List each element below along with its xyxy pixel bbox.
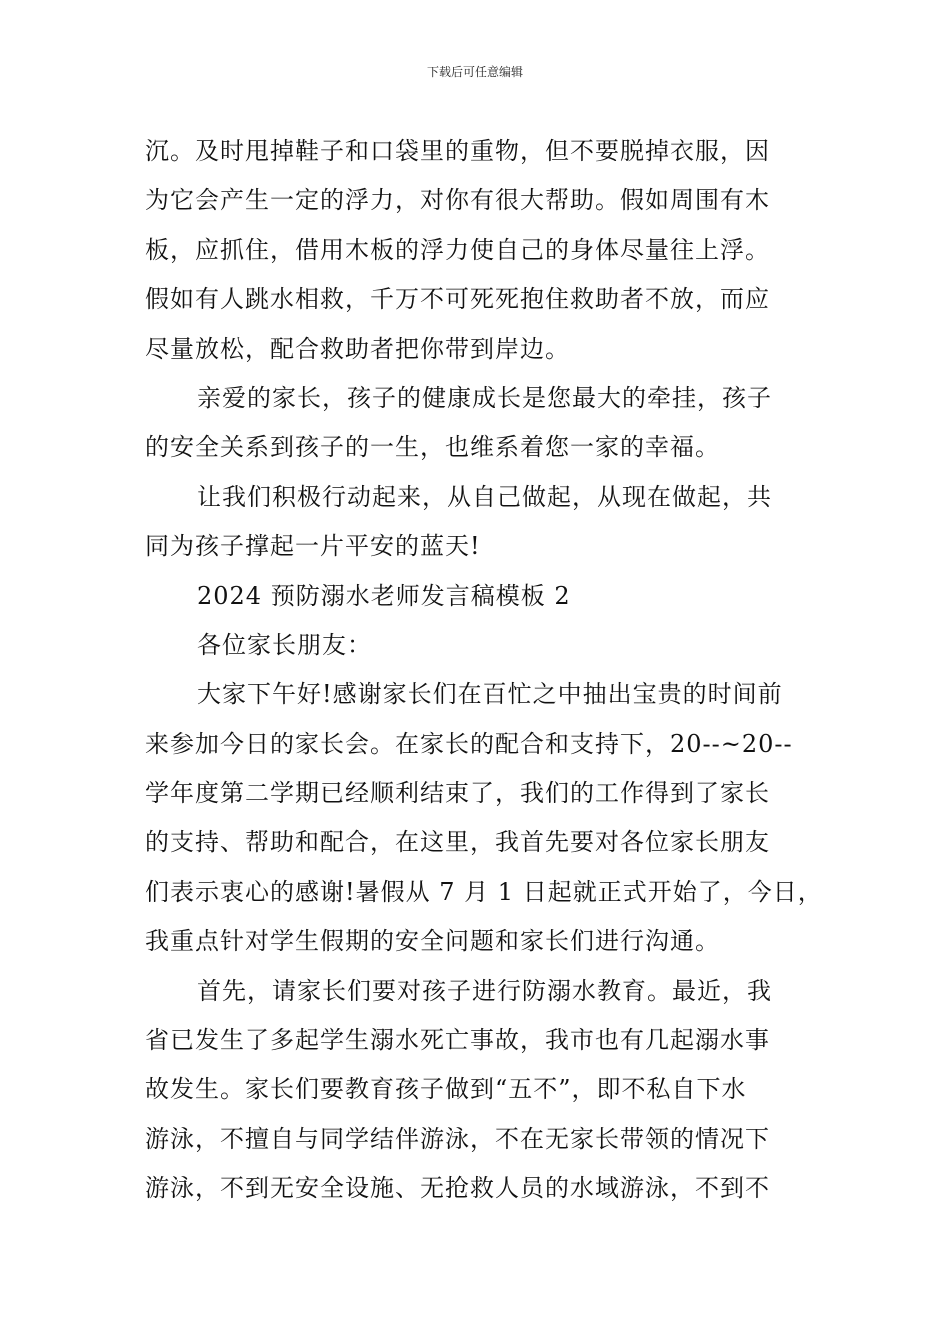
text-line: 沉。及时甩掉鞋子和口袋里的重物，但不要脱掉衣服，因 <box>145 137 770 165</box>
text-line: 故发生。家长们要教育孩子做到“五不”，即不私自下水 <box>145 1075 747 1104</box>
paragraph-start-line: 亲爱的家长，孩子的健康成长是您最大的牵挂，孩子 <box>197 383 772 412</box>
text-line: 学年度第二学期已经顺利结束了，我们的工作得到了家长 <box>145 779 770 808</box>
text-line: 的安全关系到孩子的一生，也维系着您一家的幸福。 <box>145 433 720 462</box>
text-line: 同为孩子撑起一片平安的蓝天! <box>145 532 481 561</box>
paragraph-start-line: 首先，请家长们要对孩子进行防溺水教育。最近，我 <box>197 976 772 1005</box>
page-header: 下载后可任意编辑 <box>426 65 523 79</box>
document-body <box>145 127 835 1214</box>
text-line: 板，应抓住，借用木板的浮力使自己的身体尽量往上浮。 <box>145 235 770 264</box>
text-line: 来参加今日的家长会。在家长的配合和支持下，20--~20-- <box>145 729 793 758</box>
text-line: 游泳，不到无安全设施、无抢救人员的水域游泳，不到不 <box>145 1174 770 1203</box>
text-line: 省已发生了多起学生溺水死亡事故，我市也有几起溺水事 <box>145 1026 770 1055</box>
text-line: 为它会产生一定的浮力，对你有很大帮助。假如周围有木 <box>145 186 770 215</box>
paragraph-start-line: 大家下午好!感谢家长们在百忙之中抽出宝贵的时间前 <box>197 680 783 709</box>
text-line: 假如有人跳水相救，千万不可死死抱住救助者不放，而应 <box>145 285 770 314</box>
paragraph-start-line: 让我们积极行动起来，从自己做起，从现在做起，共 <box>197 482 772 511</box>
text-line: 游泳，不擅自与同学结伴游泳，不在无家长带领的情况下 <box>145 1124 770 1153</box>
salutation: 各位家长朋友： <box>197 630 372 659</box>
text-line: 们表示衷心的感谢!暑假从 7 月 1 日起就正式开始了，今日， <box>145 877 823 906</box>
section-title: 2024 预防溺水老师发言稿模板 2 <box>197 581 571 610</box>
text-line: 我重点针对学生假期的安全问题和家长们进行沟通。 <box>145 927 720 956</box>
text-line: 的支持、帮助和配合，在这里，我首先要对各位家长朋友 <box>145 828 770 857</box>
text-line: 尽量放松，配合救助者把你带到岸边。 <box>145 334 570 363</box>
